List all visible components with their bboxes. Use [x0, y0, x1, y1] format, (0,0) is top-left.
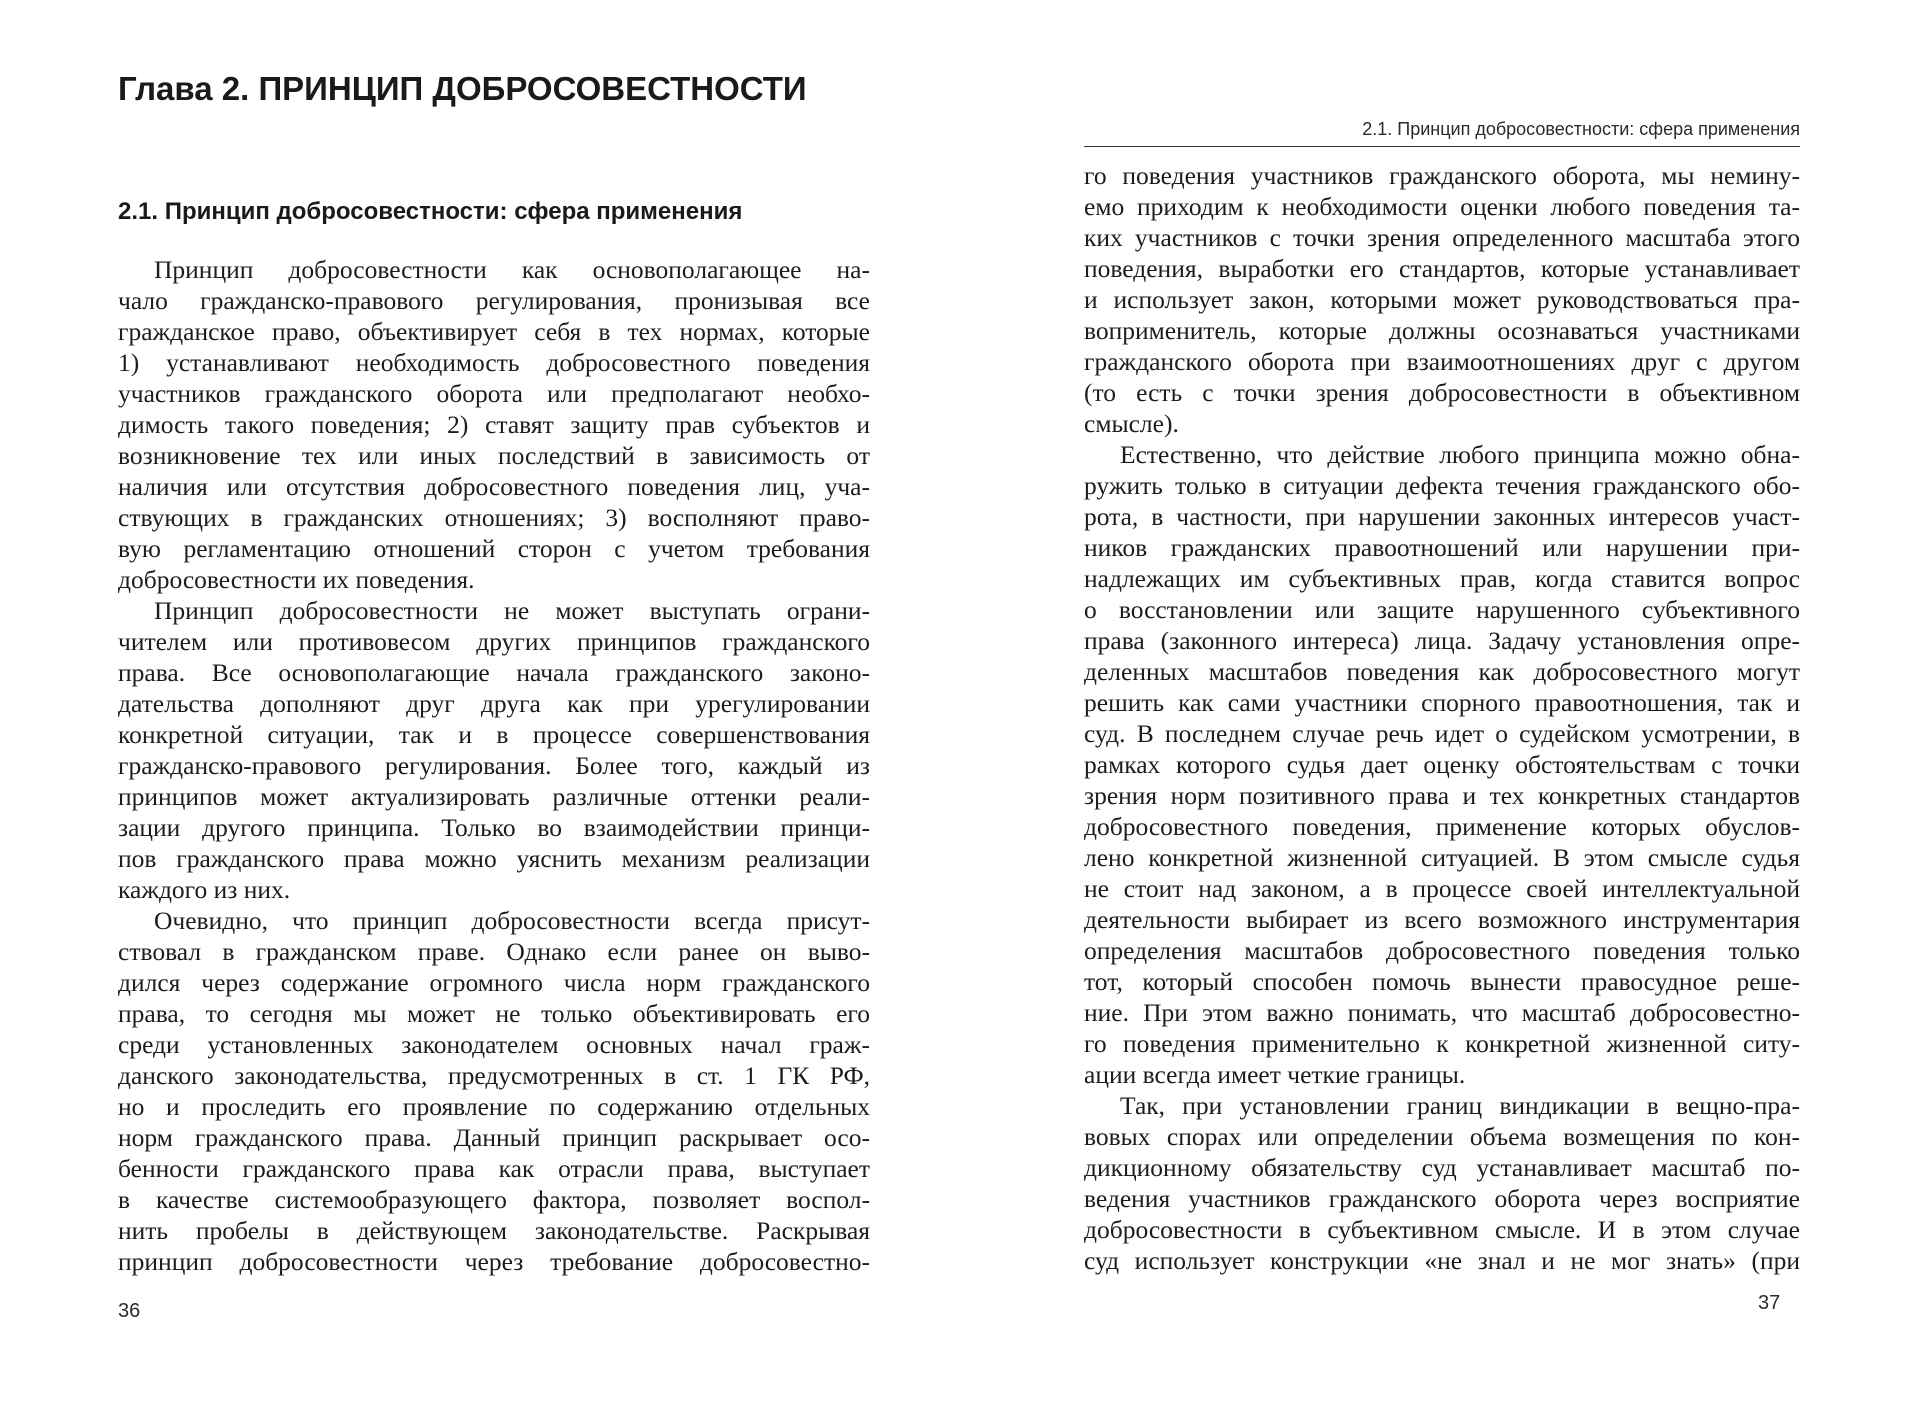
- text-line: определения масштабов добросовестного поведения только: [1084, 936, 1800, 965]
- text-line: деленных масштабов поведения как добросовестного могут: [1084, 657, 1800, 686]
- text-line: принципов может актуализировать различные оттенки реали-: [118, 782, 870, 811]
- left-body-text: [118, 254, 870, 1277]
- text-line: рамках которого судья дает оценку обстоятельствам с точки: [1084, 750, 1800, 779]
- text-line: в качестве системообразующего фактора, позволяет воспол-: [118, 1185, 870, 1214]
- left-page: [0, 0, 964, 1413]
- chapter-title: Глава 2. ПРИНЦИП ДОБРОСОВЕСТНОСТИ: [118, 70, 807, 107]
- text-line: права (законного интереса) лица. Задачу установления опре-: [1084, 626, 1800, 655]
- text-line: зрения норм позитивного права и тех конкретных стандартов: [1084, 781, 1800, 810]
- text-line: нить пробелы в действующем законодательстве. Раскрывая: [118, 1216, 870, 1245]
- text-line: тот, который способен помочь вынести правосудное реше-: [1084, 967, 1800, 996]
- text-line: добросовестности в субъективном смысле. И в этом случае: [1084, 1215, 1800, 1244]
- text-line: права. Все основополагающие начала гражданского законо-: [118, 658, 870, 687]
- text-line: но и проследить его проявление по содержанию отдельных: [118, 1092, 870, 1121]
- text-line: участников гражданского оборота или предполагают необхо-: [118, 379, 870, 408]
- text-line: Естественно, что действие любого принципа можно обна-: [1120, 440, 1800, 469]
- text-line: суд использует конструкции «не знал и не мог знать» (при: [1084, 1246, 1800, 1275]
- text-line: димость такого поведения; 2) ставят защиту прав субъектов и: [118, 410, 870, 439]
- text-line: вовых спорах или определении объема возмещения по кон-: [1084, 1122, 1800, 1151]
- text-line: 1) устанавливают необходимость добросовестного поведения: [118, 348, 870, 377]
- text-line: дательства дополняют друг друга как при урегулировании: [118, 689, 870, 718]
- text-line: норм гражданского права. Данный принцип раскрывает осо-: [118, 1123, 870, 1152]
- text-line: дикционному обязательству суд устанавливает масштаб по-: [1084, 1153, 1800, 1182]
- text-line: чителем или противовесом других принципов гражданского: [118, 627, 870, 656]
- right-body-text: [1084, 160, 1800, 1276]
- text-line: гражданское право, объективирует себя в тех нормах, которые: [118, 317, 870, 346]
- text-line: гражданского оборота при взаимоотношениях друг с другом: [1084, 347, 1800, 376]
- text-line: ких участников с точки зрения определенного масштаба этого: [1084, 223, 1800, 252]
- text-line: чало гражданско-правового регулирования, пронизывая все: [118, 286, 870, 315]
- text-line: рота, в частности, при нарушении законных интересов участ-: [1084, 502, 1800, 531]
- text-line: ации всегда имеет четкие границы.: [1084, 1060, 1466, 1089]
- text-line: добросовестного поведения, применение которых обуслов-: [1084, 812, 1800, 841]
- text-line: емо приходим к необходимости оценки любого поведения та-: [1084, 192, 1800, 221]
- text-line: принцип добросовестности через требование добросовестно-: [118, 1247, 870, 1276]
- text-line: конкретной ситуации, так и в процессе совершенствования: [118, 720, 870, 749]
- text-line: суд. В последнем случае речь идет о судейском усмотрении, в: [1084, 719, 1800, 748]
- text-line: (то есть с точки зрения добросовестности в объективном: [1084, 378, 1800, 407]
- running-head: 2.1. Принцип добросовестности: сфера применения: [1084, 118, 1800, 147]
- text-line: Так, при установлении границ виндикации в вещно-пра-: [1120, 1091, 1800, 1120]
- page-number-left: 36: [118, 1300, 141, 1322]
- text-line: Очевидно, что принцип добросовестности всегда присут-: [154, 906, 870, 935]
- text-line: надлежащих им субъективных прав, когда ставится вопрос: [1084, 564, 1800, 593]
- text-line: вую регламентацию отношений сторон с учетом требования: [118, 534, 870, 563]
- text-line: данского законодательства, предусмотренных в ст. 1 ГК РФ,: [118, 1061, 870, 1090]
- text-line: среди установленных законодателем основных начал граж-: [118, 1030, 870, 1059]
- text-line: пов гражданского права можно уяснить механизм реализации: [118, 844, 870, 873]
- text-line: бенности гражданского права как отрасли права, выступает: [118, 1154, 870, 1183]
- text-line: о восстановлении или защите нарушенного субъективного: [1084, 595, 1800, 624]
- text-line: воприменитель, которые должны осознаваться участниками: [1084, 316, 1800, 345]
- text-line: и использует закон, которыми может руководствоваться пра-: [1084, 285, 1800, 314]
- text-line: гражданско-правового регулирования. Более того, каждый из: [118, 751, 870, 780]
- text-line: Принцип добросовестности как основополагающее на-: [154, 255, 870, 284]
- text-line: зации другого принципа. Только во взаимодействии принци-: [118, 813, 870, 842]
- text-line: решить как сами участники спорного правоотношения, так и: [1084, 688, 1800, 717]
- text-line: Принцип добросовестности не может выступать ограни-: [154, 596, 870, 625]
- section-title: 2.1. Принцип добросовестности: сфера применения: [118, 198, 743, 225]
- text-line: лено конкретной жизненной ситуацией. В этом смысле судья: [1084, 843, 1800, 872]
- text-line: ников гражданских правоотношений или нарушении при-: [1084, 533, 1800, 562]
- right-page: [964, 0, 1929, 1413]
- text-line: права, то сегодня мы может не только объективировать его: [118, 999, 870, 1028]
- text-line: не стоит над законом, а в процессе своей интеллектуальной: [1084, 874, 1800, 903]
- page-number-right: 37: [1758, 1292, 1781, 1314]
- text-line: поведения, выработки его стандартов, которые устанавливает: [1084, 254, 1800, 283]
- text-line: го поведения применительно к конкретной жизненной ситу-: [1084, 1029, 1800, 1058]
- text-line: дился через содержание огромного числа норм гражданского: [118, 968, 870, 997]
- text-line: ствовал в гражданском праве. Однако если ранее он выво-: [118, 937, 870, 966]
- text-line: возникновение тех или иных последствий в зависимость от: [118, 441, 870, 470]
- text-line: ружить только в ситуации дефекта течения гражданского обо-: [1084, 471, 1800, 500]
- text-line: каждого из них.: [118, 875, 291, 904]
- text-line: го поведения участников гражданского оборота, мы немину-: [1084, 161, 1800, 190]
- text-line: деятельности выбирает из всего возможного инструментария: [1084, 905, 1800, 934]
- text-line: добросовестности их поведения.: [118, 565, 475, 594]
- text-line: ведения участников гражданского оборота через восприятие: [1084, 1184, 1800, 1213]
- text-line: смысле).: [1084, 409, 1179, 438]
- text-line: ние. При этом важно понимать, что масштаб добросовестно-: [1084, 998, 1800, 1027]
- text-line: ствующих в гражданских отношениях; 3) восполняют право-: [118, 503, 870, 532]
- text-line: наличия или отсутствия добросовестного поведения лиц, уча-: [118, 472, 870, 501]
